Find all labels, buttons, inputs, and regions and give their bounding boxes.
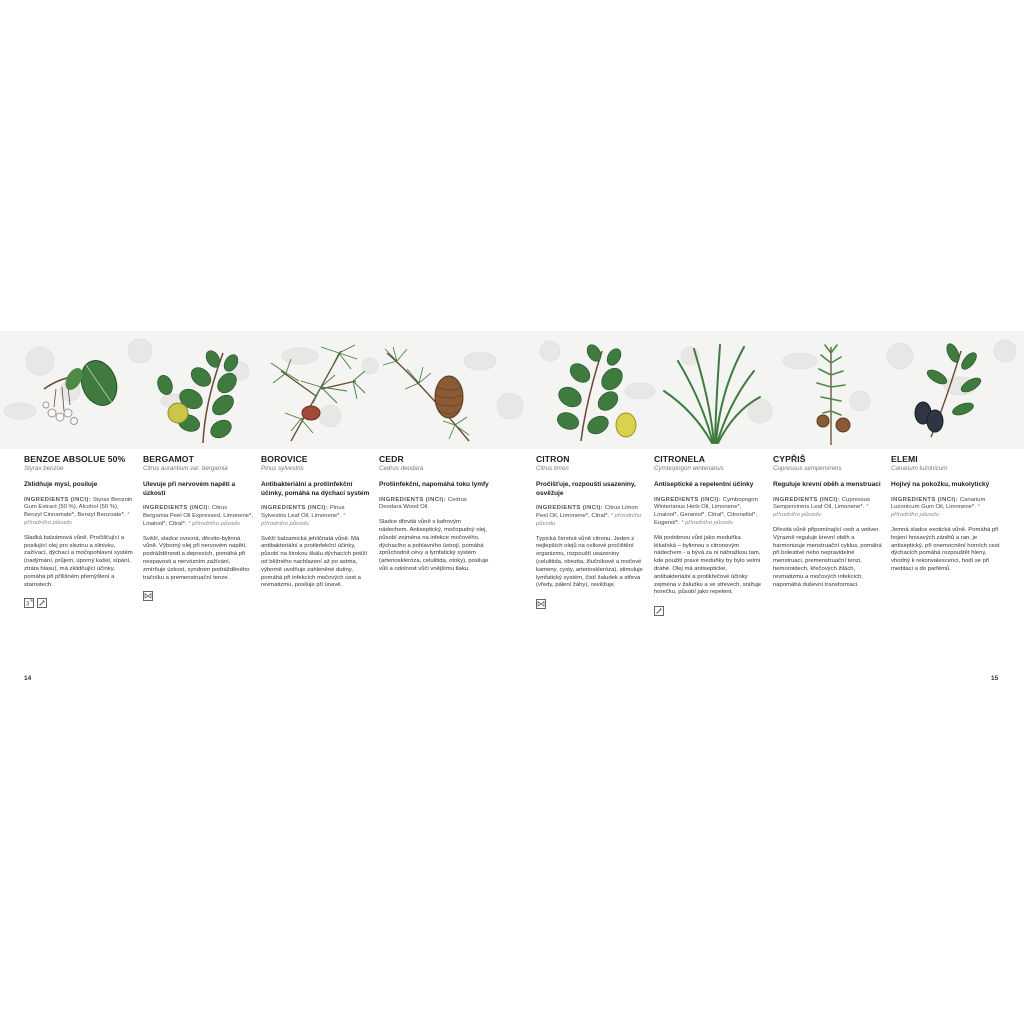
ingredients-label: INGREDIENTS (INCI): xyxy=(536,505,604,512)
latin-name: Cedrus deodara xyxy=(379,465,424,472)
benefit-heading: Reguluje krevní oběh a menstruaci xyxy=(773,481,881,488)
ingredients-label: INGREDIENTS (INCI): xyxy=(261,505,329,512)
description: Svěží, sladce ovocná, dřevito-bylinná vůně. Výborný olej při nervovém napětí, podrážděnosti a depresích, pomáhá při nespavosti a nervózním zažívání, zmírňuje úzkost, syndrom podrážděného tračníku a premenstruační tenze. xyxy=(143,535,250,581)
ingredients-note: * přírodního původu xyxy=(24,512,130,526)
description: Jemná sladce exotická vůně. Pomáhá při hojení hnisavých zánětů a ran, je antiseptický, při onemocnění horních cest dýchacích pomáhá rozpouštět hleny, vhodný k rekonvalescenci, hodí se při meditaci a do parfémů. xyxy=(891,526,1000,572)
ingredients-label: INGREDIENTS (INCI): xyxy=(379,496,447,503)
latin-name: Styrax benzoe xyxy=(24,465,64,472)
ingredients-list: Cymbopogon Winterianus Herb Oil, Limonene*, Linalool*, Geraniol*, Citral*, Citronellol*, Eugenol*. xyxy=(654,496,758,526)
ingredients-list: Cedrus Deodara Wood Oil. xyxy=(379,496,467,511)
ingredients xyxy=(143,505,253,528)
ingredients xyxy=(379,497,489,513)
oil-name: CEDR xyxy=(379,454,404,464)
ingredients-list: Canarium Luzonicum Gum Oil, Limonene*. xyxy=(891,496,986,511)
page-number-left: 14 xyxy=(24,675,32,682)
ingredients-list: Citrus Bergamia Peel Oil Expressed, Limonene*, Linalool*, Citral*. xyxy=(143,505,254,527)
ingredients-note: * přírodního původu xyxy=(773,504,869,519)
benefit-heading: Hojivý na pokožku, mukolytický xyxy=(891,481,990,488)
ingredients-label: INGREDIENTS (INCI): xyxy=(891,496,959,503)
benefit-heading: Protiinfekční, napomáhá toku lymfy xyxy=(379,481,489,488)
svg-text:3: 3 xyxy=(26,601,30,608)
benefit-heading: Pročišťuje, rozpouští usazeniny, osvěžuje xyxy=(536,481,636,497)
description: Sladce dřevitá vůně s kafrovým nádechem. Antiseptický, močopudný olej, působí zejména na infekce močového, dýchacího a pohlavního ústrojí, pomáhá zprůchodnit cévy a lymfatický systém (arterioskleróza, celulitida, otoky), posiluje vůli a odolnost vůči vnějšímu tlaku. xyxy=(379,519,489,572)
book-spread xyxy=(0,331,1024,689)
dropper-icon xyxy=(37,598,47,608)
latin-name: Citrus aurantium var. bergamia xyxy=(143,465,228,472)
description: Má podobnou vůni jako meduňka lékařská – bylinnou s citronovým nádechem - a bývá za ni náhražkou tam, kde použití pravé meduňky by bylo velmi drahé. Olej má antiseptické, antibakteriální a protikřečové účinky zejména v žaludku a ve střevech, snižuje horečku, působí jako repelent. xyxy=(654,534,762,596)
elemi-illustration xyxy=(891,341,1001,447)
ingredients xyxy=(261,505,371,528)
ingredients xyxy=(773,497,883,520)
oil-name: CITRON xyxy=(536,454,570,464)
ingredients-note: * přírodního původu xyxy=(188,520,240,527)
ingredients xyxy=(24,497,134,528)
oil-name: ELEMI xyxy=(891,454,918,464)
butterfly-icon xyxy=(143,591,153,601)
ingredients-note: * přírodního původu xyxy=(261,512,346,527)
butterfly-icon xyxy=(536,599,546,609)
citron-illustration xyxy=(536,341,646,447)
ingredients-note: * přírodního původu xyxy=(536,512,642,527)
latin-name: Citrus limon xyxy=(536,465,569,472)
oil-name: BOROVICE xyxy=(261,454,308,464)
ingredients-list: Cupressus Sempervirens Leaf Oil, Limonene*. xyxy=(773,496,870,511)
bergamot-illustration xyxy=(143,341,253,447)
benzoe-illustration xyxy=(24,341,134,447)
latin-name: Cupressus sempervirens xyxy=(773,465,842,472)
ingredients-note: * přírodního původu xyxy=(891,504,980,519)
oil-name: BERGAMOT xyxy=(143,454,194,464)
ingredients xyxy=(891,497,1001,520)
oil-name: BENZOE ABSOLUE 50% xyxy=(24,454,126,464)
benefit-heading: Ulevuje při nervovém napětí a úzkosti xyxy=(143,481,236,497)
ingredients xyxy=(654,497,764,528)
description: Sladká balzámová vůně. Pročišťující a posilující olej pro slezinu a slinivku, zažívací, dýchací a močopohlavní systém (nadýmání, průjem, úporný kašel, sípání, ztráta hlasu), má zklidňující účinky, pomáhá při přílišném přemýšlení a starostech. xyxy=(24,534,133,588)
ingredients-list: Pinus Sylvestris Leaf Oil, Limonene*. xyxy=(261,505,345,519)
description: Dřevitá vůně připomínající cedr a vetiver. Výrazně reguluje krevní oběh a harmonizuje menstruační cyklus, pomáhá při bolestivé nebo nepravidelné menstruaci, premenstruační tenzi, hemoroidech, křečových žilách, revmatizmu a močových infekcích, napomáhá duševní transformaci. xyxy=(773,526,882,588)
ingredients xyxy=(536,505,646,528)
ingredients-label: INGREDIENTS (INCI): xyxy=(773,496,841,503)
benefit-heading: Antiseptické a repelentní účinky xyxy=(654,481,754,488)
cedr-illustration xyxy=(379,341,489,447)
age-3-icon xyxy=(24,598,34,608)
dropper-icon xyxy=(654,606,664,616)
description: Typická čerstvá vůně citronu. Jeden z nejlepších olejů na celkové pročištění organizmu, rozpouští usazeniny (celulitida, obezita, žlučníkové a močové kameny, cysty, arterioskleróza), stimuluje lymfatický systém, čistí žaludek a střeva (vředy, pálení žáhy), osvěžuje. xyxy=(536,535,643,589)
ingredients-list: Styrax Benzoin Gum Extract (50 %), Alcohol (50 %), Benzyl Cinnamate*, Benzyl Benzoate*. xyxy=(24,496,133,519)
cypris-illustration xyxy=(773,341,883,447)
description: Svěží balzamická jehličnatá vůně. Má antibakteriální a protiinfekční účinky, působí na širokou škálu dýchacích potíží od běžného nachlazení až po astma, výborně uvolňuje zahleněné dutiny, pomáhá při infekcích močových cest a revmatizmu, posiluje při únavě. xyxy=(261,535,368,589)
borovice-illustration xyxy=(261,341,371,447)
latin-name: Pinus sylvestris xyxy=(261,465,304,472)
benefit-heading: Zklidňuje mysl, posiluje xyxy=(24,481,98,488)
ingredients-list: Citrus Limon Peel Oil, Limonene*, Citral*. xyxy=(536,505,638,519)
oil-name: CITRONELA xyxy=(654,454,706,464)
ingredients-label: INGREDIENTS (INCI): xyxy=(143,505,211,512)
ingredients-label: INGREDIENTS (INCI): xyxy=(654,496,722,503)
latin-name: Cymbopogon winterianus xyxy=(654,465,724,472)
ingredients-note: * přírodního původu xyxy=(681,519,733,526)
page-number-right: 15 xyxy=(991,675,999,682)
ingredients-label: INGREDIENTS (INCI): xyxy=(24,496,92,503)
oil-name: CYPŘIŠ xyxy=(773,454,806,464)
benefit-heading: Antibakteriální a protiinfekční účinky, pomáhá na dýchací systém xyxy=(261,481,370,497)
latin-name: Canarium luzonicum xyxy=(891,465,948,472)
citronela-illustration xyxy=(654,341,764,447)
